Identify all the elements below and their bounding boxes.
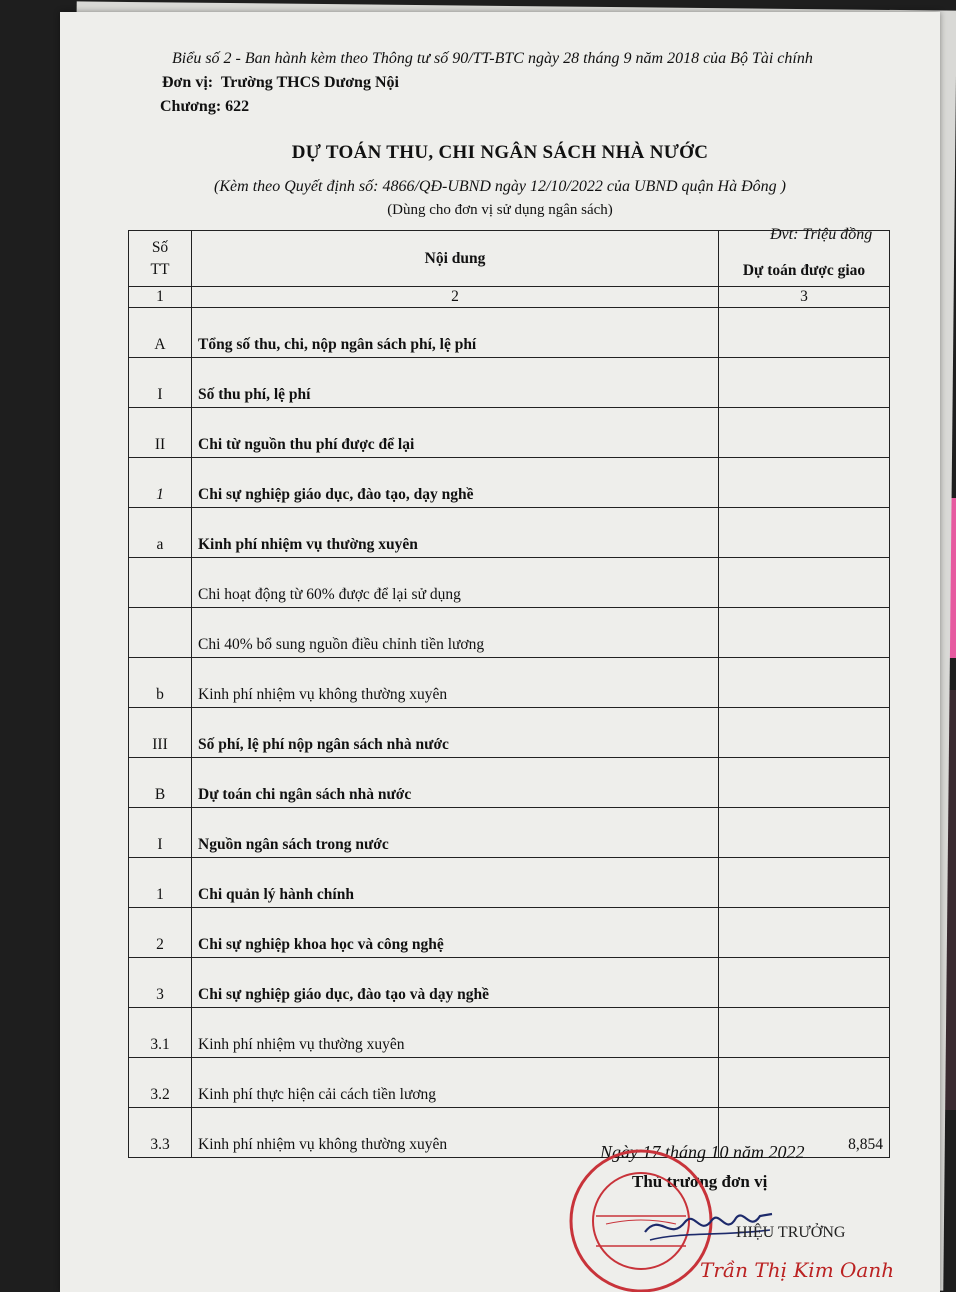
- row-content: Kinh phí thực hiện cải cách tiền lương: [192, 1058, 719, 1108]
- row-number: I: [129, 358, 192, 408]
- table-index-row: [129, 287, 890, 308]
- index-col-3: 3: [719, 287, 890, 308]
- table-row: [129, 558, 890, 608]
- row-number: [129, 608, 192, 658]
- index-col-1: 1: [129, 287, 192, 308]
- row-content: Chi sự nghiệp giáo dục, đào tạo, dạy nghề: [192, 458, 719, 508]
- row-amount: [719, 1008, 890, 1058]
- row-content: Chi sự nghiệp giáo dục, đào tạo và dạy nghề: [192, 958, 719, 1008]
- form-reference: Biểu số 2 - Ban hành kèm theo Thông tư số 90/TT-BTC ngày 28 tháng 9 năm 2018 của Bộ Tài chính: [172, 50, 813, 67]
- table-row: [129, 608, 890, 658]
- row-number: III: [129, 708, 192, 758]
- row-content: Chi từ nguồn thu phí được để lại: [192, 408, 719, 458]
- table-header-row: [129, 231, 890, 287]
- row-number: I: [129, 808, 192, 858]
- document-title: DỰ TOÁN THU, CHI NGÂN SÁCH NHÀ NƯỚC: [291, 142, 709, 163]
- row-number: 1: [129, 458, 192, 508]
- table-row: [129, 508, 890, 558]
- unit-name: Trường THCS Dương Nội: [220, 74, 399, 91]
- table-row: [129, 408, 890, 458]
- row-content: Nguồn ngân sách trong nước: [192, 808, 719, 858]
- unit-line: [162, 74, 399, 92]
- row-amount: [719, 708, 890, 758]
- unit-label: Đơn vị:: [162, 74, 214, 91]
- row-amount: [719, 808, 890, 858]
- row-content: Số phí, lệ phí nộp ngân sách nhà nước: [192, 708, 719, 758]
- document-subtitle: (Kèm theo Quyết định số: 4866/QĐ-UBND ngày 12/10/2022 của UBND quận Hà Đông ): [214, 178, 786, 195]
- header-no: Số TT: [129, 231, 192, 287]
- table-row: [129, 1058, 890, 1108]
- chapter: Chương: 622: [160, 98, 250, 115]
- header-amount: Dự toán được giao: [719, 231, 890, 287]
- row-amount: [719, 658, 890, 708]
- row-content: Chi sự nghiệp khoa học và công nghệ: [192, 908, 719, 958]
- row-number: a: [129, 508, 192, 558]
- row-amount: [719, 1058, 890, 1108]
- row-content: Tổng số thu, chi, nộp ngân sách phí, lệ phí: [192, 308, 719, 358]
- row-number: 1: [129, 858, 192, 908]
- index-col-2: 2: [192, 287, 719, 308]
- row-number: A: [129, 308, 192, 358]
- row-number: [129, 558, 192, 608]
- signer-title: Thủ trưởng đơn vị: [632, 1172, 768, 1191]
- signing-date: Ngày 17 tháng 10 năm 2022: [600, 1142, 805, 1162]
- row-content: Dự toán chi ngân sách nhà nước: [192, 758, 719, 808]
- row-amount: [719, 308, 890, 358]
- row-number: B: [129, 758, 192, 808]
- row-number: 3.3: [129, 1108, 192, 1158]
- table-row: [129, 358, 890, 408]
- table-row: [129, 458, 890, 508]
- signer-name: Trần Thị Kim Oanh: [700, 1258, 895, 1282]
- row-number: 2: [129, 908, 192, 958]
- budget-table: [128, 230, 890, 1158]
- table-row: [129, 908, 890, 958]
- header-content: Nội dung: [192, 231, 719, 287]
- table-row: [129, 858, 890, 908]
- row-content: Kinh phí nhiệm vụ không thường xuyên: [192, 1108, 719, 1158]
- row-amount: [719, 608, 890, 658]
- row-content: Số thu phí, lệ phí: [192, 358, 719, 408]
- row-amount: [719, 458, 890, 508]
- document-note: (Dùng cho đơn vị sử dụng ngân sách): [387, 202, 613, 218]
- row-content: Kinh phí nhiệm vụ không thường xuyên: [192, 658, 719, 708]
- table-row: [129, 808, 890, 858]
- row-number: b: [129, 658, 192, 708]
- row-amount: [719, 508, 890, 558]
- row-number: 3.2: [129, 1058, 192, 1108]
- row-amount: [719, 958, 890, 1008]
- signer-role: HIỆU TRƯỞNG: [736, 1224, 846, 1241]
- row-amount: [719, 358, 890, 408]
- table-row: [129, 1008, 890, 1058]
- row-content: Chi 40% bổ sung nguồn điều chỉnh tiền lương: [192, 608, 719, 658]
- table-row: [129, 308, 890, 358]
- row-amount: [719, 858, 890, 908]
- row-content: Kinh phí nhiệm vụ thường xuyên: [192, 508, 719, 558]
- table-row: [129, 958, 890, 1008]
- document-page: [60, 12, 940, 1292]
- row-amount: [719, 558, 890, 608]
- table-row: [129, 708, 890, 758]
- row-number: II: [129, 408, 192, 458]
- row-content: Kinh phí nhiệm vụ thường xuyên: [192, 1008, 719, 1058]
- table-row: [129, 758, 890, 808]
- row-amount: 8,854: [719, 1108, 890, 1158]
- table-row: [129, 658, 890, 708]
- row-amount: [719, 908, 890, 958]
- row-number: 3.1: [129, 1008, 192, 1058]
- row-number: 3: [129, 958, 192, 1008]
- row-content: Chi hoạt động từ 60% được để lại sử dụng: [192, 558, 719, 608]
- row-content: Chi quản lý hành chính: [192, 858, 719, 908]
- row-amount: [719, 408, 890, 458]
- currency-unit: Đvt: Triệu đồng: [770, 226, 873, 243]
- row-amount: [719, 758, 890, 808]
